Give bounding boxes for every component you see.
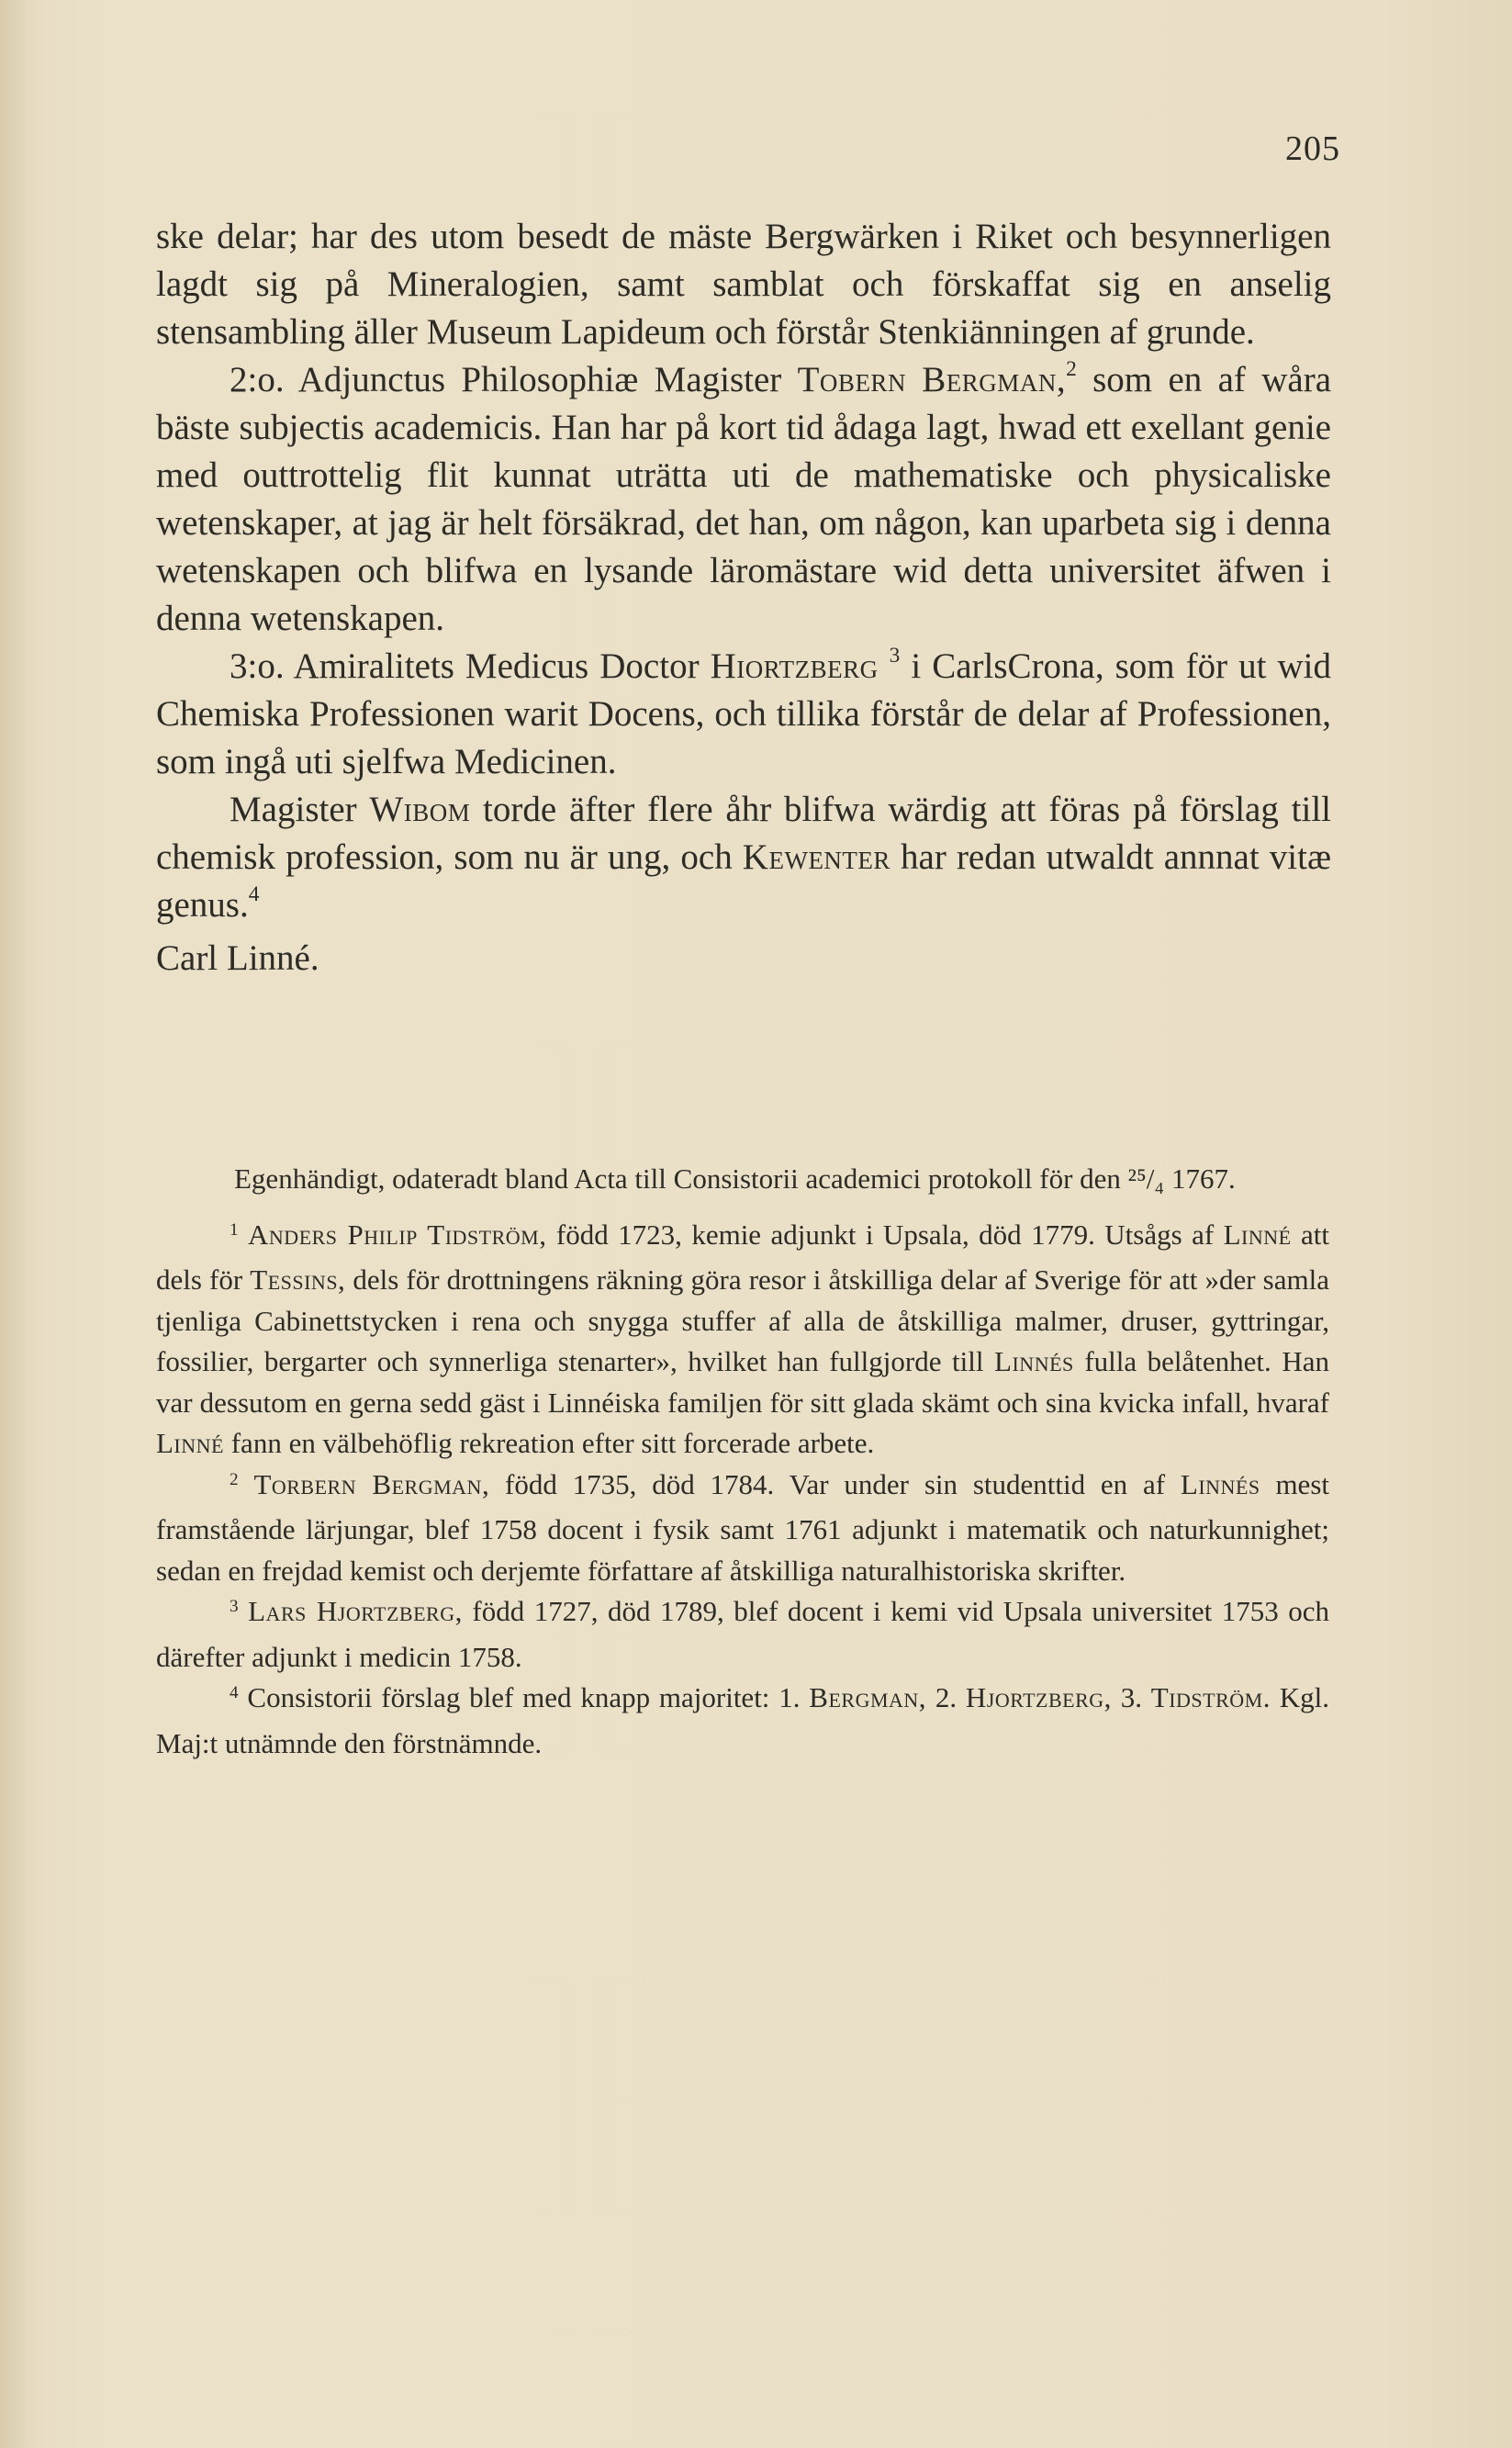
footnote-1-ref-tessins: Tessins,: [250, 1263, 346, 1296]
footnote-1-text-e: fann en välbehöflig rekreation efter sitt forcerade arbete.: [223, 1427, 875, 1459]
footnote-3-text: född 1727, död 1789, blef docent i kemi vid Upsala universitet 1753 och därefter adjunkt i medicin 1758.: [156, 1595, 1329, 1673]
footnote-ref-4[interactable]: 4: [248, 882, 260, 906]
footnote-ref-2[interactable]: 2: [1066, 356, 1077, 381]
footnote-ref-3[interactable]: 3: [889, 643, 901, 668]
footnote-2: [156, 1465, 1329, 1592]
footnote-1: [156, 1215, 1329, 1465]
footnote-1-ref-linne-2: Linné: [156, 1427, 224, 1459]
footnote-3-name: Lars Hjortzberg,: [248, 1595, 463, 1627]
footnote-2-name: Torbern Bergman,: [253, 1467, 490, 1500]
paragraph-4-lead: Magister: [230, 790, 370, 829]
footnote-4-ref-tidstrom: Tidström.: [1150, 1681, 1271, 1713]
person-name-tobern: Tobern: [797, 360, 906, 399]
footnote-2-ref-linnes: Linnés: [1180, 1467, 1260, 1500]
paragraph-3-rest: i CarlsCrona, som för ut wid Chemiska Professionen warit Docens, och tillika förstår de delar af Professionen, som ingå uti sjelfwa Medicinen.: [156, 646, 1332, 781]
paragraph-4-rest: har redan utwaldt annnat vitæ genus.: [156, 837, 1331, 925]
footnote-1-ref-linnes: Linnés: [994, 1345, 1074, 1377]
footnote-1-ref-linne: Linné: [1223, 1218, 1292, 1251]
footnote-4-mark: 4: [230, 1683, 239, 1703]
paragraph-2-rest: som en af wåra bäste subjectis academicis. Han har på kort tid ådaga lagt, hwad ett exellant genie med outtrottelig flit kunnat uträtta uti de mathematiske och physicaliske wetenskaper, at jag är helt försäkrad, det han, om någon, kan uparbeta sig i denna wetenskapen och blifwa en lysande läromästare wid detta universitet äfwen i denna wetenskapen.: [156, 360, 1331, 638]
footnote-2-mark: 2: [230, 1469, 239, 1489]
person-name-wibom: Wibom: [369, 790, 471, 829]
footnote-4-ref-hjortzberg: Hjortzberg,: [965, 1681, 1112, 1713]
paragraph-1-text: ske delar; har des utom besedt de mäste Bergwärken i Riket och besynnerligen lagdt sig på Mineralogien, samt samblat och förskaffat sig en anselig stensambling äller Museum Lapideum och förstår Stenkiänningen af grunde.: [156, 217, 1331, 352]
paragraph-4: [156, 786, 1331, 929]
person-name-bergman: Bergman,: [922, 360, 1067, 399]
footnote-4-ref-bergman: Bergman,: [809, 1681, 927, 1713]
footnote-4-text-d: Kgl. Maj:t utnämnde den förstnämnde.: [156, 1681, 1330, 1759]
paragraph-2: [156, 356, 1331, 643]
person-name-hiortzberg: Hiortzberg: [710, 646, 879, 686]
paragraph-3: [156, 643, 1331, 786]
paragraph-4-mid: torde äfter flere åhr blifwa wärdig att föras på förslag till chemisk profession, som nu är ung, och: [156, 790, 1331, 877]
footnote-1-text-b: att dels för: [156, 1218, 1329, 1296]
footnote-1-text-d: fulla belåtenhet. Han var dessutom en gerna sedd gäst i Linnéiska familjen för sitt glada skämt och sina kvicka infall, hvaraf: [156, 1345, 1329, 1419]
person-name-kewenter: Kewenter: [742, 837, 890, 877]
footnote-4-text-b: 2.: [926, 1681, 966, 1713]
footnote-1-text-c: dels för drottningens räkning göra resor i åtskilliga delar af Sverige för att »der samla tjenliga Cabinettstycken i rena och snygga stuffer af alla de åtskilliga malmer, druser, gyttringar, fossilier, bergarter och synnerliga stenarter», hvilket han fullgjorde till: [156, 1263, 1329, 1377]
paragraph-3-lead: 3:o. Amiralitets Medicus Doctor: [230, 646, 711, 686]
footnote-1-mark: 1: [230, 1219, 239, 1240]
footnote-3: [156, 1591, 1329, 1678]
footnote-4: [156, 1678, 1329, 1764]
main-text: [156, 213, 1331, 983]
footnote-1-text-a: född 1723, kemie adjunkt i Upsala, död 1779. Utsågs af: [546, 1218, 1224, 1251]
paragraph-2-lead: 2:o. Adjunctus Philosophiæ Magister: [230, 360, 798, 399]
footnotes: [156, 1159, 1329, 1764]
footnote-2-text-b: mest framstående lärjungar, blef 1758 docent i fysik samt 1761 adjunkt i matematik och naturkunnighet; sedan en frejdad kemist och derjemte författare af åtskilliga naturalhistoriska skrifter.: [156, 1467, 1329, 1587]
footnote-4-text-a: Consistorii förslag blef med knapp majoritet: 1.: [238, 1681, 810, 1713]
signature: Carl Linné.: [156, 938, 319, 978]
footnote-3-mark: 3: [230, 1597, 239, 1617]
footnote-4-text-c: 3.: [1111, 1681, 1151, 1713]
footnote-2-text-a: född 1735, död 1784. Var under sin studenttid en af: [489, 1467, 1181, 1500]
source-note: Egenhändigt, odateradt bland Acta till Consistorii academici protokoll för den ²⁵/₄ 1767.: [234, 1162, 1236, 1195]
paragraph-1: [156, 213, 1331, 356]
page-number: 205: [1285, 129, 1340, 168]
footnote-1-name: Anders Philip Tidström,: [248, 1218, 547, 1251]
